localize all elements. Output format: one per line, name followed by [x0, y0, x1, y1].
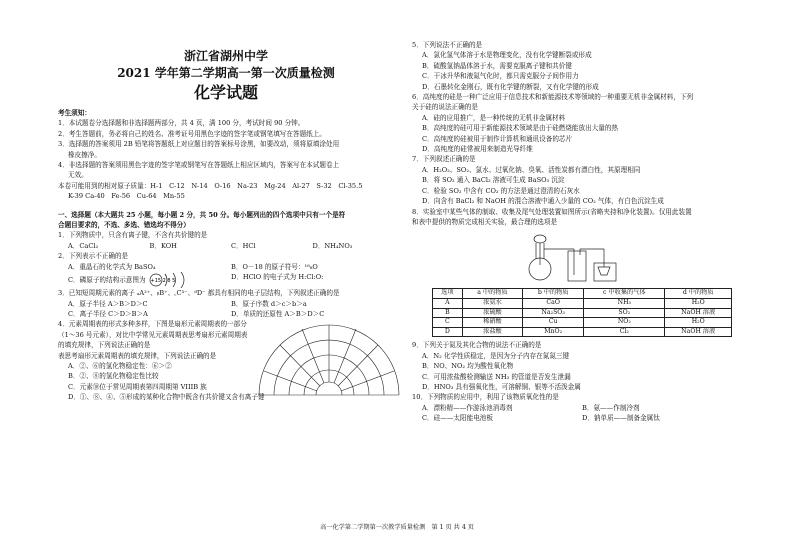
option: C．检验 SO₂ 中含有 CO₂ 的方法是通过澄清的石灰水 [422, 186, 580, 195]
question-4-stem: 表思考扇形元素周期表的填充规律，下列说法正确的是 [58, 351, 217, 360]
option: B．硫酸氢钠晶体溶于水，需要克服离子键和共价键 [422, 61, 572, 70]
question-10-stem: 10．下列物质的应用中，利用了该物质氧化性的是 [412, 393, 559, 402]
option: D．高纯度的硅常被用来制造光导纤维 [422, 145, 533, 154]
atomic-masses: 本卷可能用到的相对原子质量：H-1 C-12 N-14 O-16 Na-23 Mg-24 Al-27 S-32 Cl-35.5 [58, 181, 363, 190]
option: A．漂粉精——作游泳池消毒剂 [422, 403, 513, 412]
option: A．原子半径 A＞B＞D＞C [68, 299, 148, 308]
table-cell: Na₂SO₃ [523, 308, 584, 318]
section-title: 合题目要求的，不选、多选、错选均不得分） [58, 221, 190, 230]
table-row [433, 327, 732, 337]
option: D．NH₄NO₃ [312, 241, 353, 250]
option: B．原子序数 d＞c＞b＞a [231, 299, 307, 308]
question-1-stem: 1．下列物质中，只含有离子键，不含有共价键的是 [58, 231, 208, 240]
notice-item: 3．选择题的答案须用 2B 铅笔将答题纸上对应题目的答案标号涂黑，如要改动，须将原填涂处用 [58, 140, 340, 149]
option: D．向含有 BaCl₂ 和 NaOH 的混合溶液中通入少量的 CO₂ 气体，有白色沉淀生成 [422, 197, 664, 206]
table-cell: NaOH 溶液 [665, 308, 732, 318]
right-column [412, 40, 742, 424]
option: D．HClO 的电子式为 H:Cl:O: [231, 273, 324, 282]
table-cell: B [433, 308, 463, 318]
option: C．元素⑩位于常见周期表第四周期第 VIIIB 族 [68, 382, 207, 391]
table-cell: Cu [523, 318, 584, 328]
notice-item: 2．考生答题前，务必将自己的姓名、准考证号用黑色字迹的签字笔或钢笔填写在答题纸上。 [58, 129, 326, 138]
option: C．高纯度的硅被用于制作计算机和通讯设备的芯片 [422, 134, 573, 143]
question-1-options [58, 241, 394, 251]
option: B．高纯度的硅可用于新能源技术领域是由于硅燃烧能放出大量的热 [422, 124, 619, 133]
question-2-stem: 2．下列表示不正确的是 [58, 252, 129, 261]
question-8-stem: 8．实验室中某些气体的制取、收集及尾气处理装置如图所示(省略夹持和净化装置)。仅用此装置 [412, 207, 692, 216]
option: C．干冰升华和液氮气化时，都只需克服分子间作用力 [422, 72, 579, 81]
option: A．②、⑥的氢化物稳定性：⑥＞② [68, 361, 172, 370]
question-6-options [412, 113, 742, 155]
question-7-options [412, 165, 742, 207]
option: C．离子半径 C＞D＞B＞A [68, 309, 148, 318]
question-5-options [412, 50, 742, 92]
table-row [433, 308, 732, 318]
table-header-cell: d 中的物质 [665, 289, 732, 299]
atomic-masses: K-39 Ca-40 Fe-56 Cu-64 Mn-55 [68, 192, 185, 201]
table-row [433, 298, 732, 308]
option: A．硅的应用推广，是一种传统的无机非金属材料 [422, 113, 566, 122]
question-2-options [58, 262, 394, 288]
table-cell: 浓氨水 [462, 298, 523, 308]
option: C．磷原子的结构示意图为 +15 2 8 5 [68, 272, 231, 288]
table-cell: H₂O [665, 298, 732, 308]
table-cell: A [433, 298, 463, 308]
question-3-stem: 3．已知短周期元素的离子 ₐA²⁺、ᵦB⁺、꜀C³⁻、ᵈD⁻ 都具有相同的电子层结构，下列叙述正确的是 [58, 289, 340, 298]
question-9-options [412, 351, 742, 393]
table-cell: 浓盐酸 [462, 327, 523, 337]
option: D．钠单质——制备金属钛 [582, 414, 660, 423]
option: D．石墨转化金刚石，既有化学键的断裂，又有化学键的形成 [422, 82, 599, 91]
table-header-cell: c 中收集的气体 [584, 289, 665, 299]
option: A．CaCl₂ [68, 241, 99, 250]
table-header-cell: b 中的物质 [523, 289, 584, 299]
option: A．重晶石的化学式为 BaSO₄ [68, 262, 156, 271]
option: B．NO、NO₂ 均为酸性氧化物 [422, 362, 514, 371]
notice-item: 4．非选择题的答案须用黑色字迹的签字笔或钢笔写在答题纸上相应区域内，答案写在本试题卷上 [58, 161, 340, 170]
table-cell: NO₂ [584, 318, 665, 328]
table-cell: NaOH 溶液 [665, 327, 732, 337]
question-9-stem: 9．下列关于氮及其化合物的说法不正确的是 [412, 341, 542, 350]
subject-title: 化学试题 [193, 83, 258, 102]
option: B．②、⑧的氢化物稳定性比较 [68, 372, 159, 381]
table-cell: D [433, 327, 463, 337]
question-4-stem: 4．元素周期表的形式多种多样，下图是扇形元素周期表的一部分 [58, 320, 247, 329]
question-8-stem: 和表中提供的物质完成相关实验，最合理的选项是 [412, 217, 558, 226]
table-cell: MnO₂ [523, 327, 584, 337]
school-name: 浙江省湖州中学 [183, 49, 268, 63]
table-cell: SO₂ [584, 308, 665, 318]
option: A．氯化氢气体溶于水是物理变化，没有化学键断裂或形成 [422, 51, 592, 60]
question-8-table [432, 288, 732, 337]
table-cell: 浓硫酸 [462, 308, 523, 318]
question-4 [58, 319, 394, 350]
option: C．硅——太阳能电池板 [422, 414, 493, 423]
table-cell: Cl₂ [584, 327, 665, 337]
table-row [433, 318, 732, 328]
exam-title: 2021 学年第二学期高一第一次质量检测 [117, 66, 335, 80]
phosphorus-atom-diagram-icon [148, 272, 192, 288]
question-6-stem: 6．高纯度的硅是一种广泛应用于信息技术和新能源技术等领域的一种重要无机非金属材料，下列 [412, 93, 694, 102]
table-header-cell: a 中的物质 [462, 289, 523, 299]
atom-diagram-label: +15 2 8 5 [150, 278, 176, 285]
notice-item: 1．本试题卷分选择题和非选择题两部分，共 4 页，满 100 分，考试时间 90 分钟。 [58, 119, 305, 128]
notice-title: 考生须知： [58, 109, 91, 117]
option: A．N₂ 化学性质稳定，是因为分子内存在氮氮三键 [422, 351, 570, 360]
option: B．O－18 的原子符号：¹⁸₈O [231, 262, 318, 271]
option: B．氨——作制冷剂 [582, 403, 640, 412]
option: B．KOH [149, 241, 177, 250]
page-footer: 高一化学第二学期第一次教学质量检测 第 1 页 共 4 页 [320, 524, 474, 531]
fan-periodic-table-figure [254, 315, 404, 397]
option: C．可用浓盐酸检测输送 NH₃ 的管道是否发生泄漏 [422, 372, 571, 381]
question-4-stem: （1～36 号元素），对比中学常见元素周期表思考扇形元素周期表的填充规律，下列说法正确的是 [58, 330, 248, 350]
option: D．①、⑧、④、⑤形成的某种化合物中既含有共价键又含有离子键 [68, 393, 265, 402]
table-cell: CaO [523, 298, 584, 308]
option: B．将 SO₂ 通入 BaCl₂ 溶液可生成 BaSO₃ 沉淀 [422, 176, 565, 185]
option: C．HCl [231, 241, 256, 250]
question-4-options [58, 361, 268, 392]
option: D．单质的还原性 A＞B＞D＞C [231, 309, 325, 318]
table-cell: 稀硝酸 [462, 318, 523, 328]
table-cell: NH₃ [584, 298, 665, 308]
notice-item: 橡皮擦净。 [68, 150, 101, 159]
left-column [58, 0, 394, 403]
option: A．H₂O₂、SO₂、氯水、过氧化钠、臭氧、活性炭都有漂白性，其原理相同 [422, 165, 641, 174]
table-header-cell: 选项 [433, 289, 463, 299]
table-header-row [433, 289, 732, 299]
option: D．HNO₃ 具有强氧化性，可溶解铜、银等不活泼金属 [422, 382, 581, 391]
table-cell: C [433, 318, 463, 328]
question-7-stem: 7．下列叙述正确的是 [412, 155, 476, 164]
gas-apparatus-figure [522, 229, 632, 285]
notice-item: 无效。 [68, 171, 88, 180]
section-title: 一、选择题（本大题共 25 小题，每小题 2 分，共 50 分。每小题列出的四个选项中只有一个是符 [58, 210, 346, 219]
question-5-stem: 5．下列说法不正确的是 [412, 41, 483, 49]
table-cell: H₂O [665, 318, 732, 328]
question-6-stem: 关于硅的说法正确的是 [412, 103, 478, 112]
question-10-options [412, 403, 742, 424]
